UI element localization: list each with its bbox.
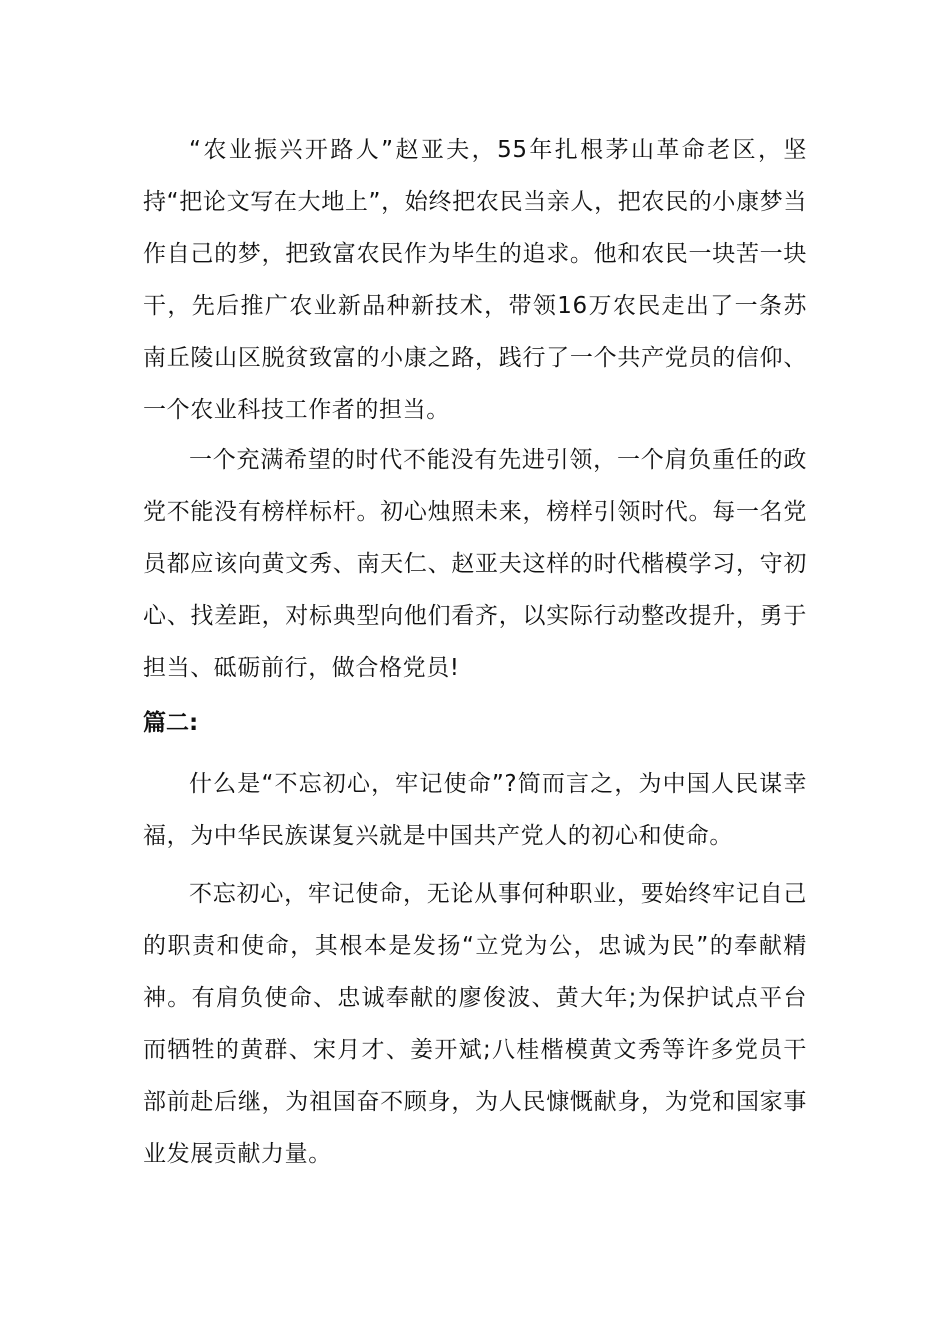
paragraph-original-mission: 什么是“不忘初心，牢记使命”?简而言之，为中国人民谋幸福，为中华民族谋复兴就是中国共产党人的初心和使命。	[143, 771, 807, 849]
paragraph-dedication: 不忘初心，牢记使命，无论从事何种职业，要始终牢记自己的职责和使命，其根本是发扬“立党为公，忠诚为民”的奉献精神。有肩负使命、忠诚奉献的廖俊波、黄大年;为保护试点平台而牺牲的黄群、宋月才、姜开斌;八桂楷模黄文秀等许多党员干部前赴后继，为祖国奋不顾身，为人民慷慨献身，为党和国家事业发展贡献力量。	[143, 881, 807, 1167]
paragraph-role-models: 一个充满希望的时代不能没有先进引领，一个肩负重任的政党不能没有榜样标杆。初心烛照未来，榜样引领时代。每一名党员都应该向黄文秀、南天仁、赵亚夫这样的时代楷模学习，守初心、找差距，对标典型向他们看齐，以实际行动整改提升，勇于担当、砥砺前行，做合格党员!	[143, 447, 807, 681]
paragraph-zhao-yafu: “农业振兴开路人”赵亚夫，55年扎根茅山革命老区，坚持“把论文写在大地上”，始终把农民当亲人，把农民的小康梦当作自己的梦，把致富农民作为毕生的追求。他和农民一块苦一块干，先后推广农业新品种新技术，带领16万农民走出了一条苏南丘陵山区脱贫致富的小康之路，践行了一个共产党员的信仰、一个农业科技工作者的担当。	[143, 137, 807, 423]
section-heading-part-two: 篇二:	[143, 710, 199, 736]
